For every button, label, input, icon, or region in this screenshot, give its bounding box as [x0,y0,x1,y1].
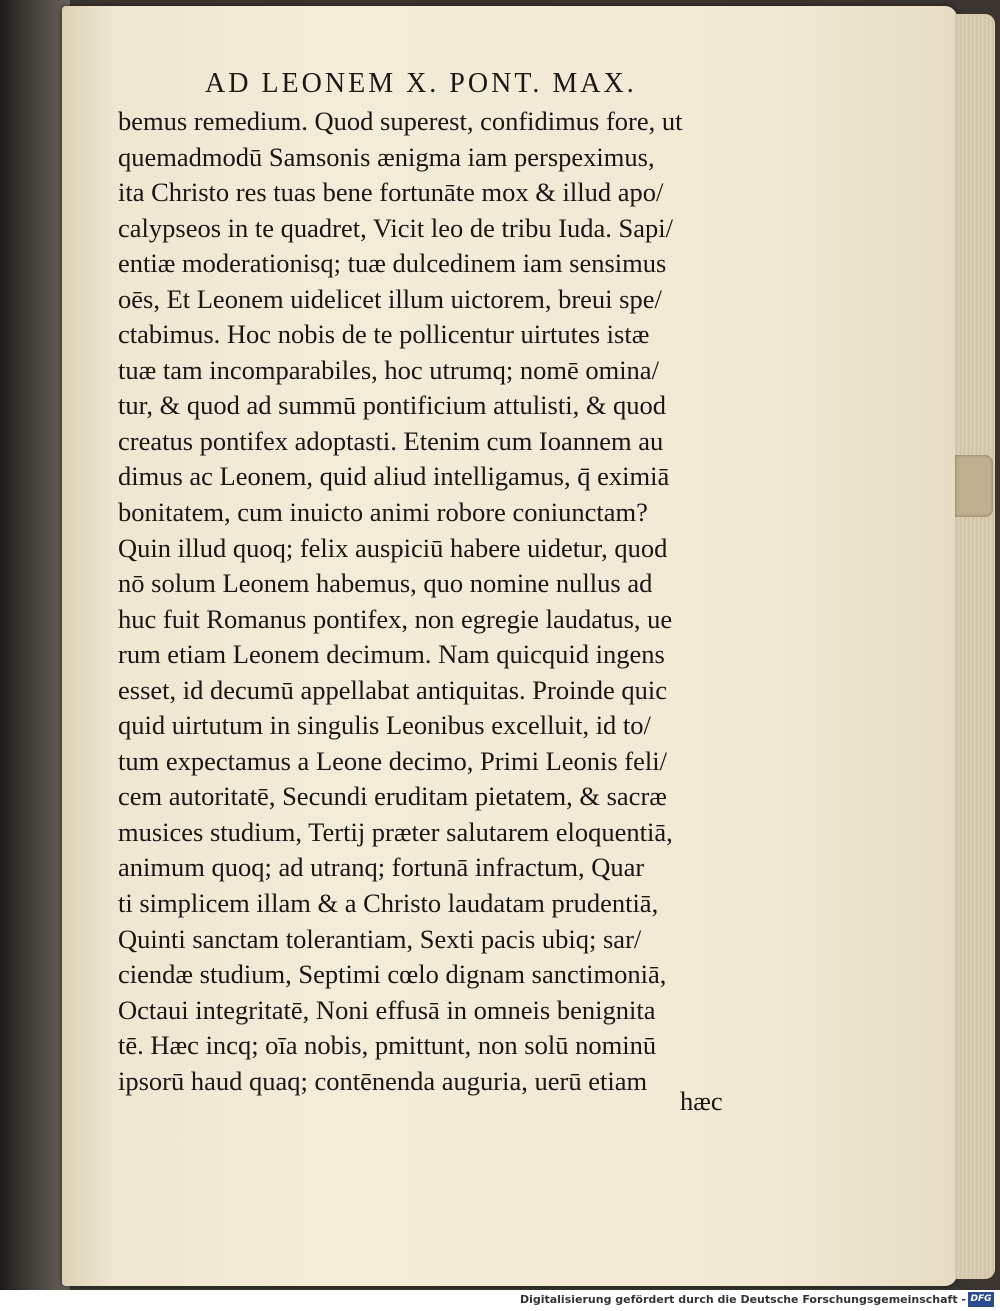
text-line: bemus remedium. Quod superest, confidimus fore, ut [118,106,683,136]
text-line: tuæ tam incomparabiles, hoc utrumq; nomē omina/ [118,354,659,385]
text-line: dimus ac Leonem, quid aliud intelligamus, q̄ eximiā [118,461,670,492]
text-line: ctabimus. Hoc nobis de te pollicentur uirtutes istæ [118,319,650,350]
funding-credit: Digitalisierung gefördert durch die Deutsche Forschungsgemeinschaft - [519,1293,966,1306]
text-line: ti simplicem illam & a Christo laudatam prudentiā, [118,888,659,919]
text-line: Quin illud quoq; felix auspiciū habere uidetur, quod [118,532,668,563]
text-line: ciendæ studium, Septimi cœlo dignam sanctimoniā, [118,959,667,990]
running-title: AD LEONEM X. PONT. MAX. [205,68,637,99]
text-line: bonitatem, cum inuicto animi robore coniunctam? [118,497,648,528]
body-text [118,104,758,1099]
page-edges [955,14,995,1279]
text-line: nō solum Leonem habemus, quo nomine nullus ad [118,568,653,599]
catchword: hæc [680,1086,723,1116]
text-line: tē. Hæc incq; oīa nobis, pmittunt, non solū nominū [118,1030,657,1061]
text-line: tur, & quod ad summū pontificium attulisti, & quod [118,390,667,421]
text-line: ipsorū haud quaq; contēnenda auguria, uerū etiam [118,1065,648,1096]
text-line: huc fuit Romanus pontifex, non egregie laudatus, ue [118,603,673,634]
dfg-logo [968,1292,994,1307]
text-line: quemadmodū Samsonis ænigma iam perspeximus, [118,141,655,172]
text-line: tum expectamus a Leone decimo, Primi Leonis feli/ [118,745,667,776]
dfg-logo-text: DFG [970,1294,992,1304]
text-line: oēs, Et Leonem uidelicet illum uictorem, breui spe/ [118,283,662,314]
text-line: Octaui integritatē, Noni effusā in omneis benignita [118,994,656,1025]
text-line: Quinti sanctam tolerantiam, Sexti pacis ubiq; sar/ [118,923,642,954]
text-line: quid uirtutum in singulis Leonibus excelluit, id to/ [118,710,651,741]
text-line: creatus pontifex adoptasti. Etenim cum Ioannem au [118,425,664,456]
text-line: musices studium, Tertij præter salutarem eloquentiā, [118,816,673,847]
text-line: esset, id decumū appellabat antiquitas. Proinde quic [118,674,667,705]
text-line: rum etiam Leonem decimum. Nam quicquid ingens [118,639,665,670]
text-line: animum quoq; ad utranq; fortunā infractum, Quar [118,852,645,883]
text-line: cem autoritatē, Secundi eruditam pietatem, & sacræ [118,781,667,812]
text-line: entiæ moderationisq; tuæ dulcedinem iam sensimus [118,248,667,279]
text-line: calypseos in te quadret, Vicit leo de tribu Iuda. Sapi/ [118,212,674,243]
book-binding [0,0,70,1290]
text-line: ita Christo res tuas bene fortunāte mox & illud apo/ [118,177,664,208]
page-clasp [955,455,993,517]
